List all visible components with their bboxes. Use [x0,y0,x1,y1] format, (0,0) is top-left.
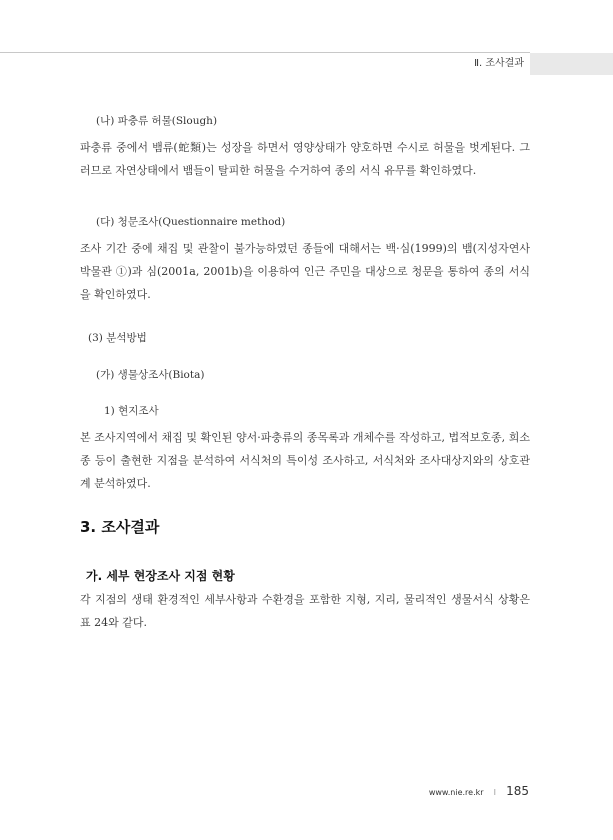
field-paragraph: 본 조사지역에서 채집 및 확인된 양서·파충류의 종목록과 개체수를 작성하고, 법적보호종, 희소종 등이 출현한 지점을 분석하여 서식처의 특이성 조사하고, 서식처와 조사대상지와의 상호관계 분석하였다. [80,431,530,490]
status-title: 가. 세부 현장조사 지점 현황 [86,569,235,583]
chapter-header: Ⅱ. 조사결과 [474,58,524,69]
page-footer [429,780,529,799]
questionnaire-heading: (다) 청문조사(Questionnaire method) [96,216,286,228]
header-rule [0,52,530,53]
field-heading: 1) 현지조사 [104,405,159,417]
status-paragraph: 각 지점의 생태 환경적인 세부사항과 수환경을 포함한 지형, 지리, 물리적인 생물서식 상황은 표 24와 같다. [80,593,530,629]
biota-heading: (가) 생물상조사(Biota) [96,369,205,381]
slough-paragraph: 파충류 중에서 뱀류(蛇類)는 성장을 하면서 영양상태가 양호하면 수시로 허물을 벗게된다. 그러므로 자연상태에서 뱀들이 탈피한 허물을 수거하여 종의 서식 유무를 확인하였다. [80,141,530,177]
page-number: 185 [506,784,529,798]
slough-heading: (나) 파충류 허물(Slough) [96,115,218,127]
results-title: 3. 조사결과 [80,518,160,536]
questionnaire-paragraph: 조사 기간 중에 채집 및 관찰이 불가능하였던 종들에 대해서는 백·심(1999)의 뱀(지성자연사박물관 ①)과 심(2001a, 2001b)을 이용하여 인근 주민을 대상으로 청문을 통하여 종의 서식을 확인하였다. [80,242,530,301]
header-tab [530,53,613,75]
analysis-heading: (3) 분석방법 [88,332,147,344]
footer-separator: I [493,788,496,797]
footer-url: www.nie.re.kr [428,788,484,797]
